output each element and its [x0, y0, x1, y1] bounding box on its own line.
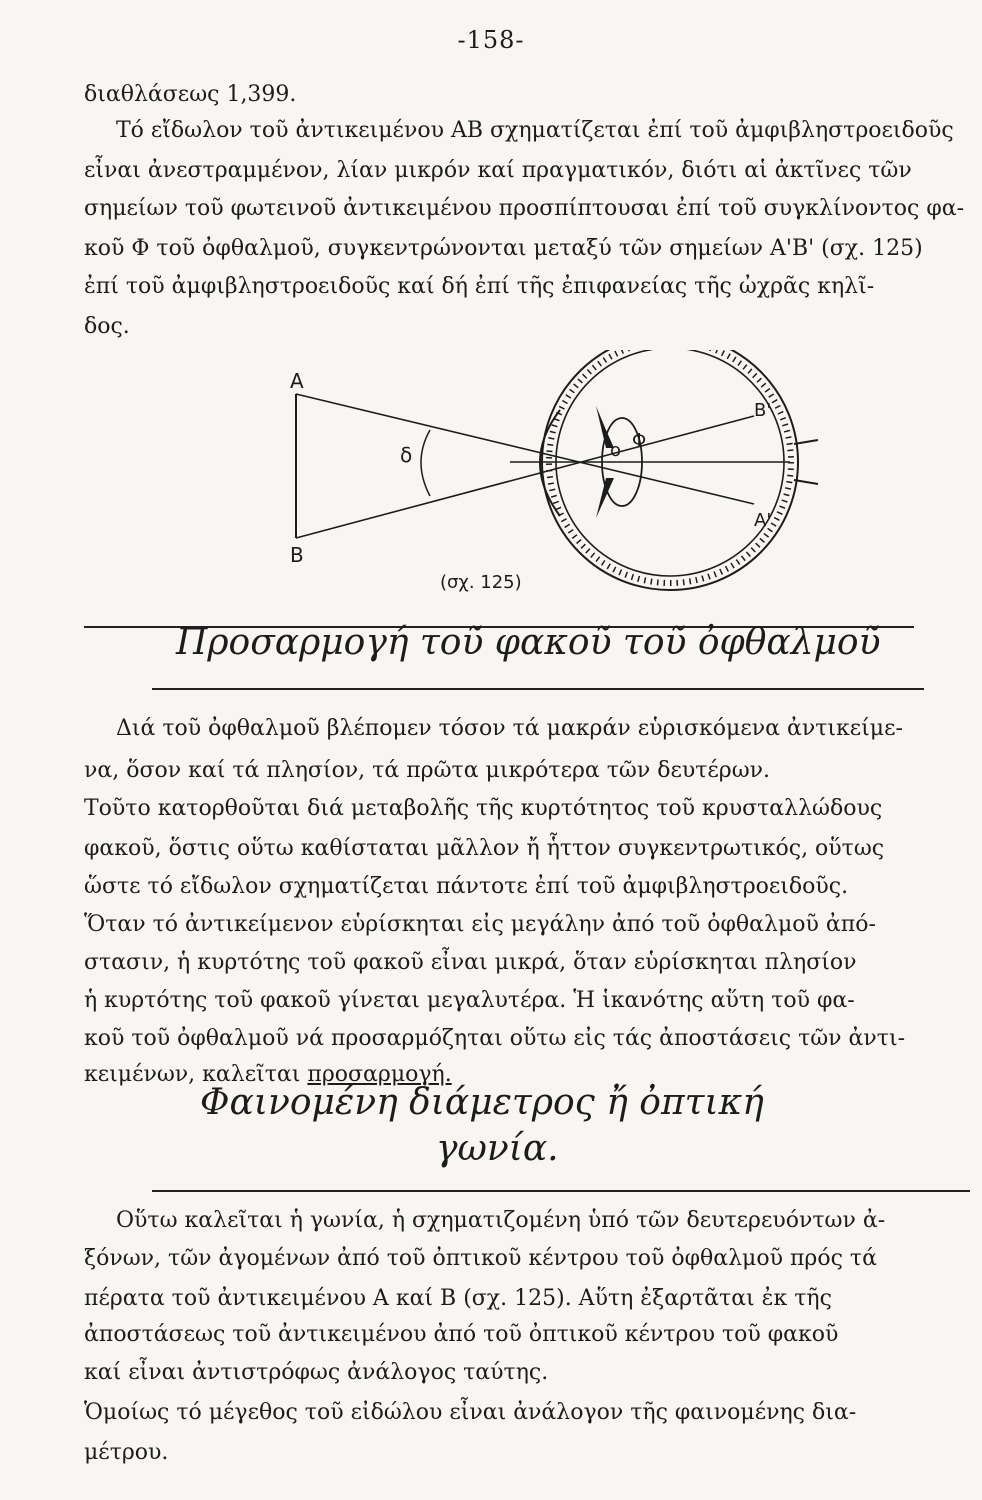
text-line: καί εἶναι ἀντιστρόφως ἀνάλογος ταύτης.: [84, 1360, 549, 1385]
text-line: ἡ κυρτότης τοῦ φακοῦ γίνεται μεγαλυτέρα. Ἡ ἱκανότης αὕτη τοῦ φα-: [84, 988, 855, 1013]
label-delta: δ: [400, 443, 413, 467]
text-line: Διά τοῦ ὀφθαλμοῦ βλέπομεν τόσον τά μακράν εὑρισκόμενα ἀντικείμε-: [116, 716, 903, 741]
rule-bottom: [152, 1190, 970, 1192]
text-line: Ὁμοίως τό μέγεθος τοῦ εἰδώλου εἶναι ἀνάλογον τῆς φαινομένης δια-: [84, 1400, 857, 1425]
label-b-prime: B': [754, 400, 772, 421]
page-number: -158-: [457, 26, 525, 54]
label-o: o: [610, 440, 622, 461]
figure-caption: (σχ. 125): [440, 572, 522, 593]
text-line: Τοῦτο κατορθοῦται διά μεταβολῆς τῆς κυρτότητος τοῦ κρυσταλλώδους: [84, 796, 883, 821]
term-underlined: προσαρμογή.: [307, 1062, 452, 1087]
section-heading: Προσαρμογή τοῦ φακοῦ τοῦ ὀφθαλμοῦ: [176, 622, 881, 663]
text-line: να, ὅσον καί τά πλησίον, τά πρῶτα μικρότερα τῶν δευτέρων.: [84, 758, 771, 783]
text-line: Τό εἴδωλον τοῦ ἀντικειμένου ΑΒ σχηματίζεται ἐπί τοῦ ἀμφιβληστροειδοῦς: [116, 118, 954, 143]
text-line: Οὕτω καλεῖται ἡ γωνία, ἡ σχηματιζομένη ὑπό τῶν δευτερευόντων ἀ-: [116, 1208, 886, 1233]
text-line: Ὅταν τό ἀντικείμενον εὑρίσκηται εἰς μεγάλην ἀπό τοῦ ὀφθαλμοῦ ἀπό-: [84, 912, 876, 937]
text-line: δος.: [84, 314, 130, 339]
label-b: B: [290, 543, 304, 567]
section-heading: Φαινομένη διάμετρος ἤ ὀπτική: [200, 1082, 764, 1123]
text-line: ξόνων, τῶν ἀγομένων ἀπό τοῦ ὀπτικοῦ κέντρου τοῦ ὀφθαλμοῦ πρός τά: [84, 1246, 877, 1271]
ray-a: [296, 394, 754, 504]
rule-bottom: [152, 688, 924, 690]
text-line: στασιν, ἡ κυρτότης τοῦ φακοῦ εἶναι μικρά, ὅταν εὑρίσκηται πλησίον: [84, 950, 857, 975]
text-line: διαθλάσεως 1,399.: [84, 82, 297, 107]
text-line: εἶναι ἀνεστραμμένον, λίαν μικρόν καί πραγματικόν, διότι αἱ ἀκτῖνες τῶν: [84, 158, 912, 183]
label-a-prime: A': [754, 510, 772, 531]
text-line: ὥστε τό εἴδωλον σχηματίζεται πάντοτε ἐπί τοῦ ἀμφιβληστροειδοῦς.: [84, 874, 849, 899]
eye-diagram: [270, 350, 820, 600]
eyeball-inner: [556, 350, 784, 576]
text-line: μέτρου.: [84, 1440, 169, 1465]
text-line-prefix: κειμένων, καλεῖται: [84, 1062, 308, 1087]
text-line: φακοῦ, ὅστις οὕτω καθίσταται μᾶλλον ἤ ἧττον συγκεντρωτικός, οὕτως: [84, 836, 885, 861]
text-line: κοῦ τοῦ ὀφθαλμοῦ νά προσαρμόζηται οὕτω εἰς τάς ἀποστάσεις τῶν ἀντι-: [84, 1026, 906, 1051]
text-line: ἀποστάσεως τοῦ ἀντικειμένου ἀπό τοῦ ὀπτικοῦ κέντρου τοῦ φακοῦ: [84, 1322, 839, 1347]
text-line: πέρατα τοῦ ἀντικειμένου Α καί Β (σχ. 125). Αὕτη ἐξαρτᾶται ἐκ τῆς: [84, 1286, 832, 1311]
section-heading-line2: γωνία.: [436, 1128, 559, 1169]
text-line: ἐπί τοῦ ἀμφιβληστροειδοῦς καί δή ἐπί τῆς ἐπιφανείας τῆς ὠχρᾶς κηλῖ-: [84, 274, 875, 299]
angle-arc: [421, 430, 430, 496]
ray-b: [296, 416, 754, 538]
label-a: A: [290, 369, 304, 393]
text-line: σημείων τοῦ φωτεινοῦ ἀντικειμένου προσπίπτουσαι ἐπί τοῦ συγκλίνοντος φα-: [84, 196, 965, 221]
text-line: κοῦ Φ τοῦ ὀφθαλμοῦ, συγκεντρώνονται μεταξύ τῶν σημείων Α'Β' (σχ. 125): [84, 236, 923, 261]
label-phi: Φ: [632, 430, 647, 451]
eyeball-outer: [542, 350, 798, 590]
